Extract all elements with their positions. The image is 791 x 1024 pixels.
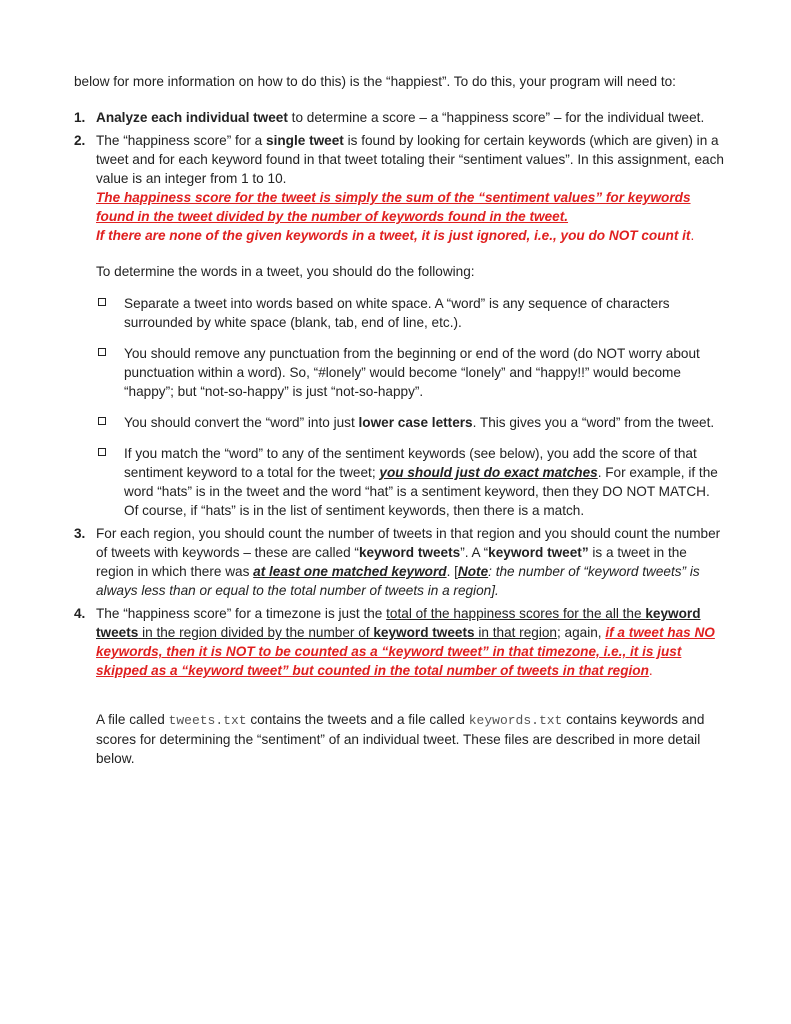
checkbox-bullet-icon — [98, 348, 106, 356]
red-rule-score: The happiness score for the tweet is simply the sum of the “sentiment values” for keywords found in the tweet divided by the number of keywords found in the tweet. — [96, 190, 691, 224]
list-item-3 — [74, 524, 724, 600]
files-paragraph: A file called tweets.txt contains the tweets and a file called keywords.txt contains keywords and scores for determining the “sentiment” of an individual tweet. These files are described in more detail below. — [96, 712, 705, 766]
list-number: 3. — [74, 526, 86, 541]
bullet-item: If you match the “word” to any of the sentiment keywords (see below), you add the score of that sentiment keyword to a total for the tweet; you should just do exact matches. For example, if the word “hats” is in the tweet and the word “hat” is a sentiment keyword, then they DO NOT MATCH. Of course, if “hats” is in the list of sentiment keywords, then there is a match. — [96, 444, 724, 520]
list-item-4 — [74, 604, 724, 680]
filename-keywords: keywords.txt — [468, 713, 563, 728]
list-item-1-text: Analyze each individual tweet to determine a score – a “happiness score” – for the individual tweet. — [96, 110, 705, 125]
sub-intro: To determine the words in a tweet, you should do the following: — [96, 264, 475, 279]
list-item-2 — [74, 131, 724, 520]
list-number: 4. — [74, 606, 86, 621]
list-item-1 — [74, 108, 724, 127]
list-item-4-text: The “happiness score” for a timezone is just the total of the happiness scores for the all the keyword tweets in the region divided by the number of keyword tweets in that region; again, if a tweet has NO keywords, then it is NOT to be counted as a “keyword tweet” in that timezone, i.e., it is just skipped as a “keyword tweet” but counted in the total number of tweets in that region. — [96, 606, 715, 678]
intro-paragraph: below for more information on how to do this) is the “happiest”. To do this, your program will need to: — [74, 74, 676, 89]
filename-tweets: tweets.txt — [168, 713, 247, 728]
list-item-3-text: For each region, you should count the number of tweets in that region and you should count the number of tweets with keywords – these are called “keyword tweets”. A “keyword tweet” is a tweet in the region in which there was at least one matched keyword. [Note: the number of “keyword tweets” is always less than or equal to the total number of tweets in a region]. — [96, 526, 721, 598]
checkbox-bullet-icon — [98, 298, 106, 306]
document-page — [74, 72, 724, 768]
checkbox-bullet-icon — [98, 417, 106, 425]
checkbox-bullet-icon — [98, 448, 106, 456]
red-rule-ignore: If there are none of the given keywords in a tweet, it is just ignored, i.e., you do NOT count it. — [96, 228, 695, 243]
bullet-item: Separate a tweet into words based on white space. A “word” is any sequence of characters surrounded by white space (blank, tab, end of line, etc.). — [96, 294, 724, 332]
bullet-item: You should remove any punctuation from the beginning or end of the word (do NOT worry about punctuation within a word). So, “#lonely” would become “lonely” and “happy!!” would become “happy”; but “not-so-happy” is just “not-so-happy”. — [96, 344, 724, 401]
list-number: 2. — [74, 133, 86, 148]
list-number: 1. — [74, 110, 86, 125]
list-item-2-text: The “happiness score” for a single tweet is found by looking for certain keywords (which are given) in a tweet and for each keyword found in that tweet totaling their “sentiment values”. In this assignment, each value is an integer from 1 to 10. — [96, 133, 724, 186]
bullet-item: You should convert the “word” into just lower case letters. This gives you a “word” from the tweet. — [96, 413, 724, 432]
